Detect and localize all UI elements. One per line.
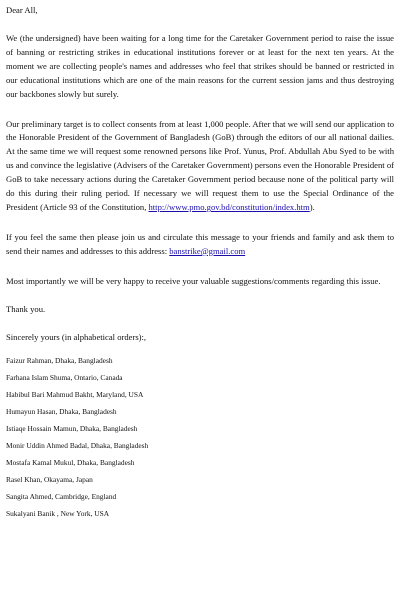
signatory-item: Sangita Ahmed, Cambridge, England [6,491,117,501]
signatory-item: Mostafa Kamal Mukul, Dhaka, Bangladesh [6,457,135,467]
paragraph-target-text: Our preliminary target is to collect consents from at least 1,000 people. After that we will send our application to the Honorable President of the Government of Bangladesh (GoB) through the editors of our all national dailies. At the same time we will request some renowned persons like Prof. Yunus, Prof. Abdullah Abu Syed to be with us and convince the legislative (Advisers of the Caretaker Government) persons even the Honorable President of GoB to take necessary actions during the Caretaker Government period because none of the political party will do this during their ruling period. If necessary we will request them to use the Special Ordinance of the President (Article 93 of the Constitution, [6,118,394,213]
paragraph-intro: We (the undersigned) have been waiting for a long time for the Caretaker Government period to raise the issue of banning or restricting strikes in educational institutions forever or at least for the next ten years. At the moment we are collecting people's names and addresses who feel that strikes should be banned or restricted in our educational institutions which are one of the main reasons for the current session jams and thus destroying our backbones slowly but surely. [6,32,394,99]
greeting: Dear All, [6,5,38,15]
signatory-item: Habibul Bari Mahmud Bakht, Maryland, USA [6,389,144,399]
signatory-item: Farhana Islam Shuma, Ontario, Canada [6,372,123,382]
paragraph-target-end: ). [309,202,315,213]
signoff: Sincerely yours (in alphabetical orders):, [6,331,147,342]
signatory-item: Sukalyani Banik , New York, USA [6,508,110,518]
signatory-item: Rasel Khan, Okayama, Japan [6,474,93,484]
thank-you: Thank you. [6,303,46,314]
paragraph-suggestions: Most importantly we will be very happy to receive your valuable suggestions/comments regarding this issue. [6,275,381,286]
signatory-item: Humayun Hasan, Dhaka, Bangladesh [6,406,117,416]
paragraph-join [6,231,394,259]
paragraph-join-text: If you feel the same then please join us and circulate this message to your friends and family and ask them to send their names and addresses to this address: [6,231,394,256]
contact-email-link[interactable]: banstrike@gmail.com [169,245,246,256]
signatory-list [6,355,394,520]
signatory-item: Istiaqe Hossain Mamun, Dhaka, Bangladesh [6,423,138,433]
signatory-item: Monir Uddin Ahmed Badal, Dhaka, Bangladesh [6,440,149,450]
signatory-item: Faizur Rahman, Dhaka, Bangladesh [6,355,113,365]
paragraph-target [6,118,394,215]
constitution-link[interactable]: http://www.pmo.gov.bd/constitution/index.htm [148,202,310,213]
